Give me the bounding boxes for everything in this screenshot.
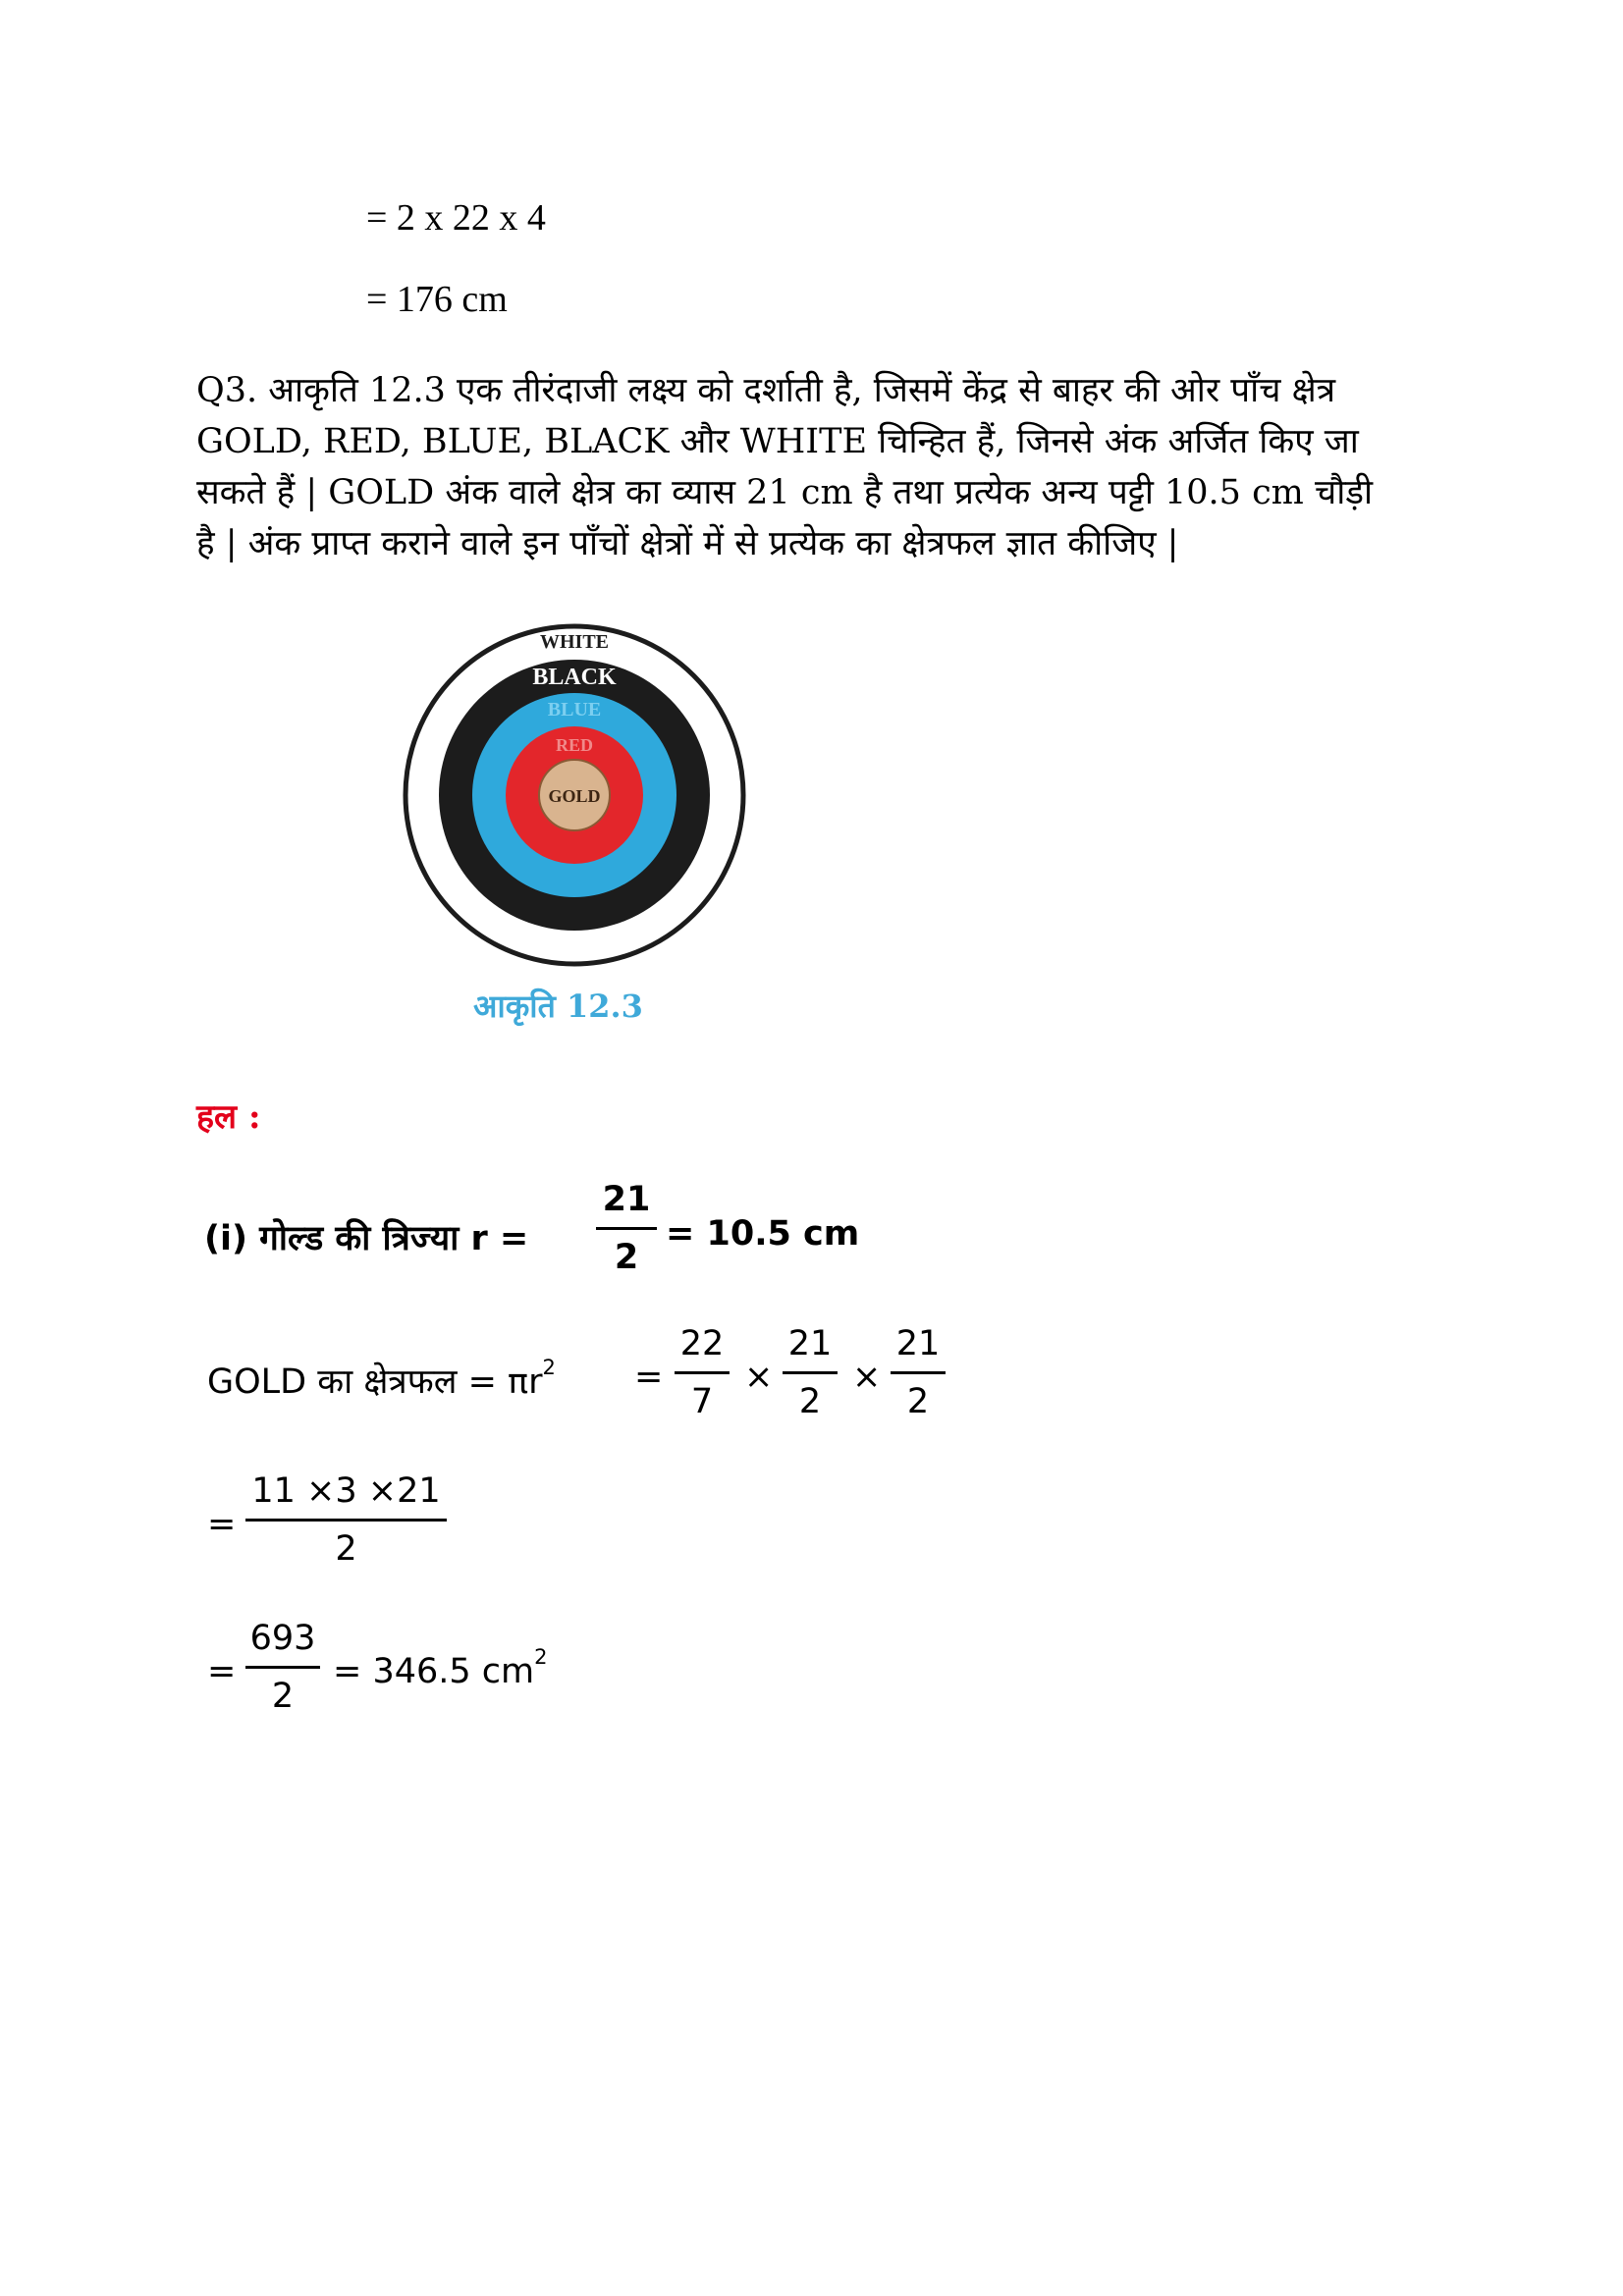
- step3-fraction: [245, 1469, 447, 1571]
- step2-equals: =: [634, 1358, 664, 1397]
- fraction-denominator: 7: [690, 1382, 714, 1421]
- archery-target-figure: [393, 614, 756, 977]
- fraction-denominator: 2: [614, 1238, 639, 1277]
- fraction-denominator: 2: [335, 1529, 357, 1569]
- ring-label-gold: GOLD: [548, 786, 601, 806]
- times-sign: ×: [852, 1358, 882, 1397]
- step4-equals: =: [207, 1652, 237, 1691]
- ring-label-blue: BLUE: [547, 699, 602, 721]
- step4-fraction: [245, 1617, 320, 1718]
- step2-prefix: [207, 1358, 556, 1404]
- fraction-numerator: 11 ×3 ×21: [251, 1471, 441, 1511]
- fraction-denominator: 2: [906, 1382, 930, 1421]
- step2-fraction-1: [675, 1322, 730, 1423]
- fraction-denominator: 2: [798, 1382, 822, 1421]
- step1-fraction: [596, 1178, 657, 1279]
- fraction-numerator: 21: [787, 1324, 833, 1363]
- step4-result-exponent: 2: [534, 1645, 548, 1670]
- step2-prefix-text: GOLD का क्षेत्रफल = πr: [207, 1362, 543, 1402]
- fraction-bar: [245, 1519, 447, 1522]
- fraction-numerator: 22: [679, 1324, 725, 1363]
- fraction-denominator: 2: [271, 1677, 295, 1716]
- times-sign: ×: [744, 1358, 774, 1397]
- fraction-bar: [245, 1666, 320, 1669]
- prev-solution-line-1: = 2 x 22 x 4: [366, 197, 546, 239]
- ring-label-black: BLACK: [532, 665, 617, 690]
- step2-prefix-exponent: 2: [542, 1356, 556, 1380]
- question-text: [196, 365, 1463, 569]
- step2-fraction-2: [783, 1322, 838, 1423]
- fraction-bar: [675, 1371, 730, 1374]
- question-line: सकते हैं | GOLD अंक वाले क्षेत्र का व्यास 21 cm है तथा प्रत्येक अन्य पट्टी 10.5 cm चौड़ी: [196, 473, 1374, 512]
- step1-result: = 10.5 cm: [666, 1214, 860, 1254]
- fraction-numerator: 21: [602, 1180, 651, 1219]
- step3-equals: =: [207, 1505, 237, 1544]
- step2-fraction-3: [891, 1322, 946, 1423]
- fraction-numerator: 693: [249, 1619, 316, 1658]
- fraction-bar: [891, 1371, 946, 1374]
- fraction-bar: [783, 1371, 838, 1374]
- figure-caption: आकृति 12.3: [473, 988, 643, 1025]
- step4-result: [333, 1645, 548, 1691]
- question-line: Q3. आकृति 12.3 एक तीरंदाजी लक्ष्य को दर्शाती है, जिसमें केंद्र से बाहर की ओर पाँच क्षेत्र: [196, 371, 1336, 410]
- ring-label-white: WHITE: [539, 631, 610, 653]
- step4-result-text: = 346.5 cm: [333, 1652, 535, 1691]
- question-line: है | अंक प्राप्त कराने वाले इन पाँचों क्षेत्रों में से प्रत्येक का क्षेत्रफल ज्ञात कीजिए |: [196, 524, 1179, 563]
- ring-label-red: RED: [555, 735, 594, 755]
- fraction-bar: [596, 1227, 657, 1230]
- fraction-numerator: 21: [895, 1324, 941, 1363]
- step1-prefix: (i) गोल्ड की त्रिज्या r =: [204, 1219, 529, 1258]
- solution-label: हल :: [196, 1097, 261, 1137]
- question-line: GOLD, RED, BLUE, BLACK और WHITE चिन्हित हैं, जिनसे अंक अर्जित किए जा: [196, 422, 1359, 461]
- prev-solution-line-2: = 176 cm: [366, 279, 508, 320]
